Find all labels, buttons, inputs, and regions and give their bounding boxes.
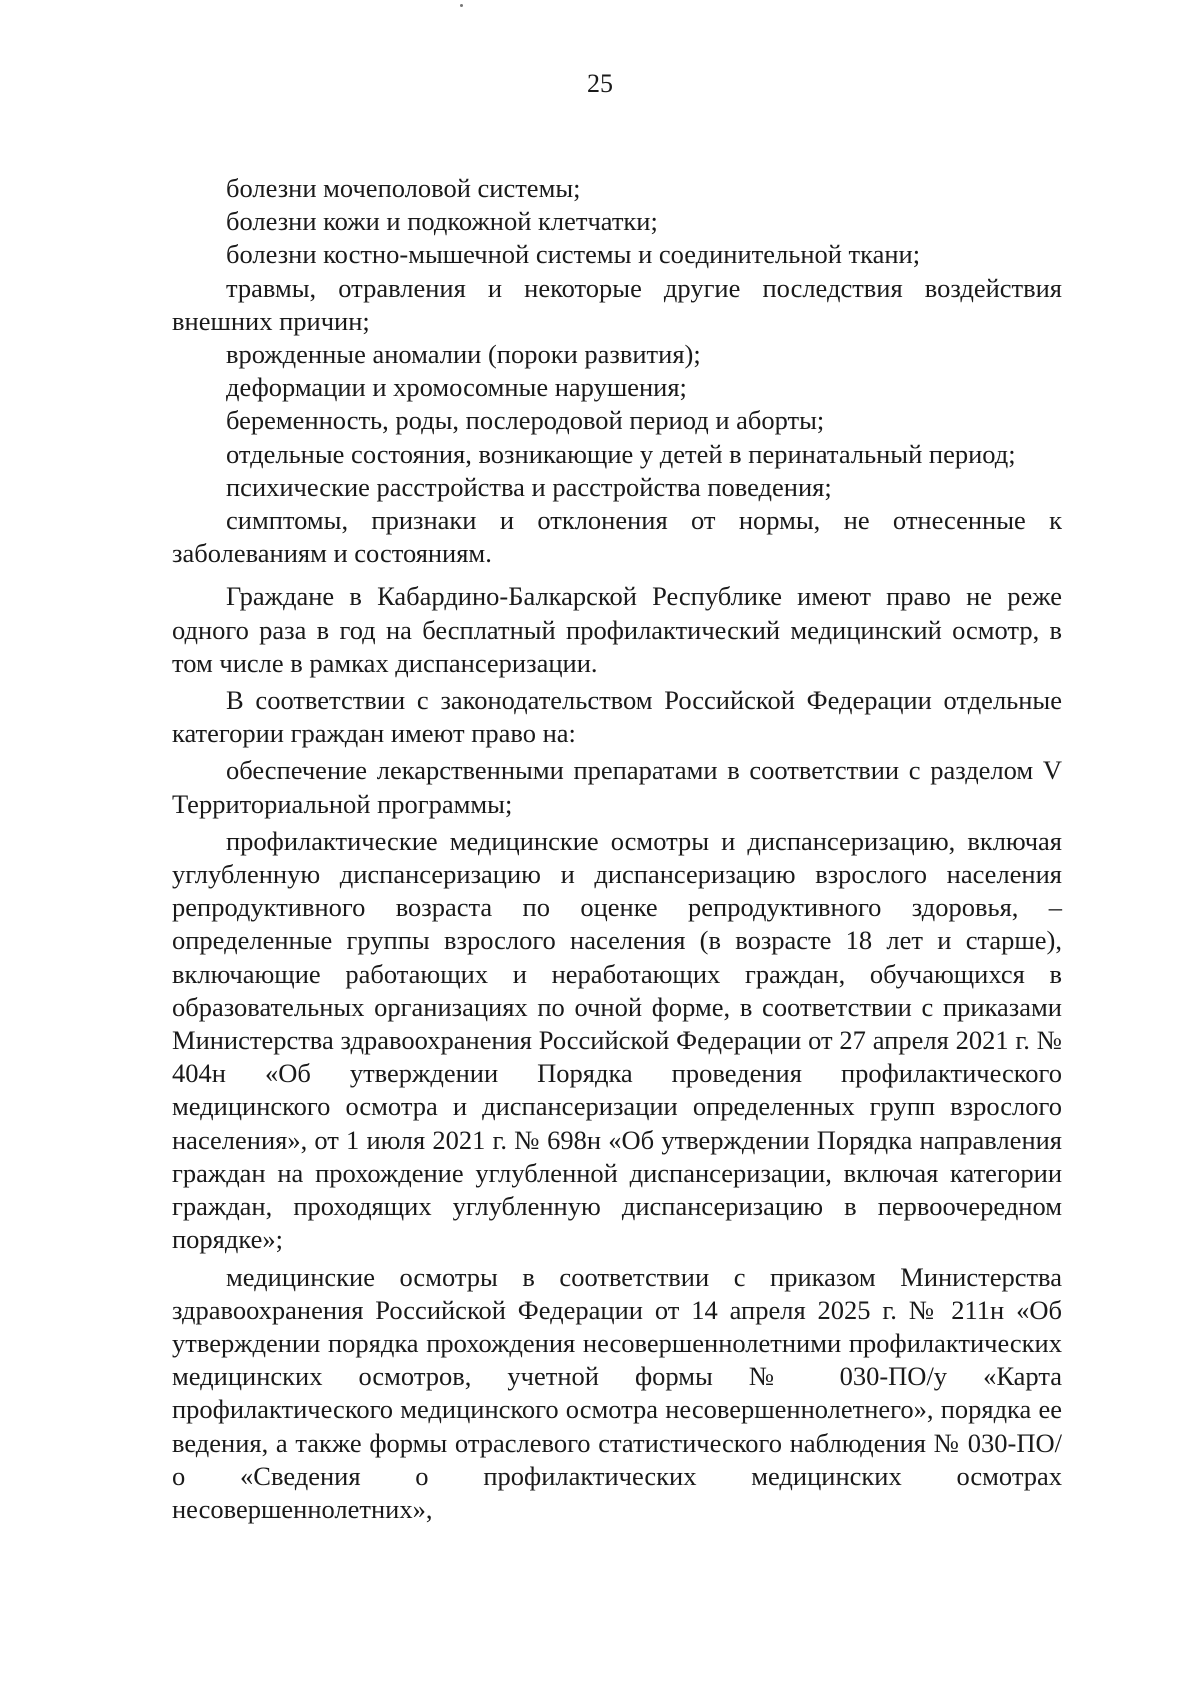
paragraph: отдельные состояния, возникающие у детей в перинатальный период; <box>226 438 1016 469</box>
paragraph: В соответствии с законодательством Российской Федерации отдельные категории граждан имеют право на: <box>172 685 1062 749</box>
paragraph: болезни костно-мышечной системы и соединительной ткани; <box>226 239 921 270</box>
paragraph: Граждане в Кабардино-Балкарской Республике имеют право не реже одного раза в год на бесплатный профилактический медицинский осмотр, в том числе в рамках диспансеризации. <box>172 581 1062 678</box>
paragraph: психические расстройства и расстройства поведения; <box>226 471 832 502</box>
paragraph: болезни кожи и подкожной клетчатки; <box>226 206 658 237</box>
paragraph: беременность, роды, послеродовой период и аборты; <box>226 405 825 436</box>
paragraph: обеспечение лекарственными препаратами в соответствии с разделом V Территориальной программы; <box>172 755 1062 819</box>
paragraph: профилактические медицинские осмотры и диспансеризацию, включая углубленную диспансеризацию и диспансеризацию взрослого населения репродуктивного возраста по оценке репродуктивного здоровья, – определенные группы взрослого населения (в возрасте 18 лет и старше), включающие работающих и неработающих граждан, обучающихся в образовательных организациях по очной форме, в соответствии с приказами Министерства здравоохранения Российской Федерации от 27 апреля 2021 г. № 404н «Об утверждении Порядка проведения профилактического медицинского осмотра и диспансеризации определенных групп взрослого населения», от 1 июля 2021 г. № 698н «Об утверждении Порядка направления граждан на прохождение углубленной диспансеризации, включая категории граждан, проходящих углубленную диспансеризацию в первоочередном порядке»; <box>172 825 1062 1255</box>
document-body <box>172 172 1062 1526</box>
paragraph: симптомы, признаки и отклонения от нормы, не отнесенные к заболеваниям и состояниям. <box>172 505 1062 569</box>
scan-speck <box>460 4 463 7</box>
paragraph: врожденные аномалии (пороки развития); <box>226 339 701 370</box>
page-number: 25 <box>587 69 613 98</box>
paragraph: деформации и хромосомные нарушения; <box>226 372 687 403</box>
paragraph: травмы, отравления и некоторые другие последствия воздействия внешних причин; <box>172 272 1062 336</box>
paragraph: болезни мочеполовой системы; <box>226 173 581 203</box>
paragraph: медицинские осмотры в соответствии с приказом Министерства здравоохранения Российской Федерации от 14 апреля 2025 г. № 211н «Об утверждении порядка прохождения несовершеннолетними профилактических медицинских осмотров, учетной формы № 030-ПО/у «Карта профилактического медицинского осмотра несовершеннолетнего», порядка ее ведения, а также формы отраслевого статистического наблюдения № 030-ПО/о «Сведения о профилактических медицинских осмотрах несовершеннолетних», <box>172 1261 1062 1524</box>
